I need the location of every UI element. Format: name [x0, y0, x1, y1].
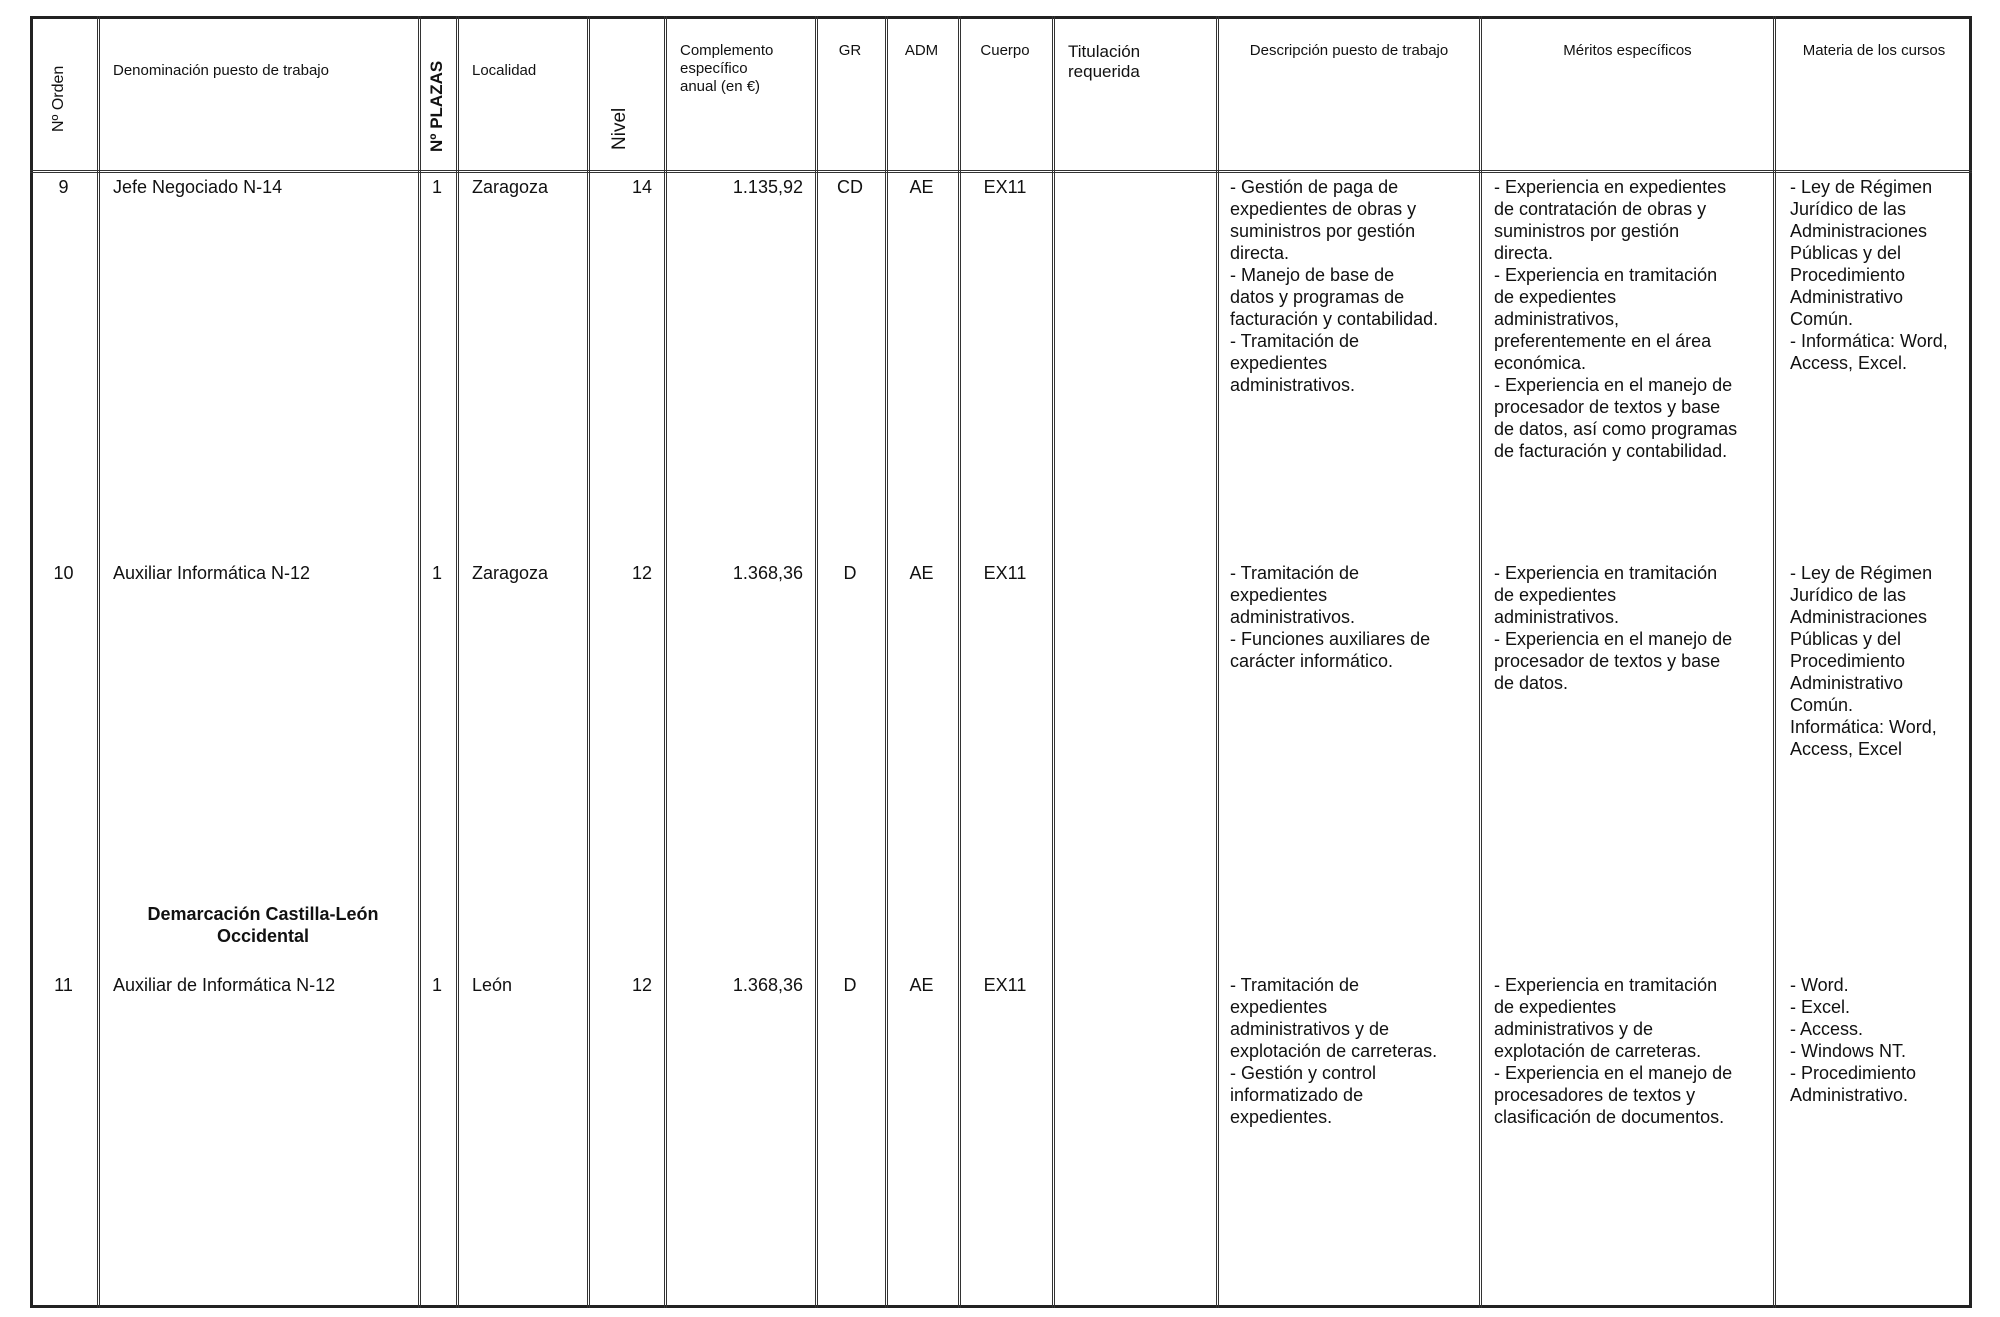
row-descripcion: - Tramitación de expedientes administrativos. - Funciones auxiliares de carácter informático. [1230, 563, 1431, 671]
row-adm: AE [909, 975, 934, 995]
column-divider [664, 16, 667, 1308]
column-divider [1773, 16, 1776, 1308]
column-divider [815, 16, 818, 1308]
column-divider [958, 16, 961, 1308]
row-localidad: León [472, 975, 513, 995]
header-meritos: Méritos específicos [1563, 42, 1692, 59]
row-cuerpo: EX11 [983, 563, 1027, 583]
row-orden: 11 [54, 975, 73, 995]
column-divider [1479, 16, 1482, 1308]
header-gr: GR [838, 42, 862, 59]
row-denominacion: Auxiliar Informática N-12 [113, 563, 311, 583]
column-divider [1216, 16, 1219, 1308]
row-localidad: Zaragoza [472, 177, 549, 197]
row-descripcion: - Tramitación de expedientes administrativos y de explotación de carreteras. - Gestión y control informatizado de expedientes. [1230, 975, 1438, 1127]
header-complemento: Complemento específico anual (en €) [680, 42, 774, 95]
row-materia: - Ley de Régimen Jurídico de las Administraciones Públicas y del Procedimiento Administrativo Común. - Informática: Word, Access, Excel. [1790, 177, 1948, 373]
column-divider [456, 16, 459, 1308]
column-divider [1052, 16, 1055, 1308]
row-nivel: 12 [631, 975, 652, 995]
row-nivel: 14 [631, 177, 652, 197]
row-denominacion: Auxiliar de Informática N-12 [113, 975, 336, 995]
row-plazas: 1 [431, 563, 442, 583]
header-denominacion: Denominación puesto de trabajo [113, 62, 329, 79]
row-orden: 10 [53, 563, 74, 583]
header-materia: Materia de los cursos [1802, 42, 1946, 59]
row-complemento: 1.368,36 [732, 563, 803, 583]
row-orden: 9 [58, 177, 69, 197]
header-divider [30, 170, 1972, 173]
header-adm: ADM [904, 42, 939, 59]
column-divider [418, 16, 421, 1308]
row-meritos: - Experiencia en tramitación de expedientes administrativos. - Experiencia en el manejo de procesador de textos y base de datos. [1494, 563, 1733, 693]
row-complemento: 1.135,92 [732, 177, 803, 197]
row-adm: AE [909, 177, 934, 197]
header-cuerpo: Cuerpo [980, 42, 1030, 59]
header-descripcion: Descripción puesto de trabajo [1249, 42, 1449, 59]
row-gr: D [843, 975, 857, 995]
row-plazas: 1 [431, 177, 442, 197]
section-title: Demarcación Castilla-León Occidental [147, 904, 379, 946]
column-divider [587, 16, 590, 1308]
header-orden: Nº Orden [50, 65, 67, 132]
row-materia: - Word. - Excel. - Access. - Windows NT. - Procedimiento Administrativo. [1790, 975, 1917, 1105]
row-gr: D [843, 563, 857, 583]
row-descripcion: - Gestión de paga de expedientes de obras y suministros por gestión directa. - Manejo de base de datos y programas de facturación y contabilidad. - Tramitación de expedientes administrativos. [1230, 177, 1439, 395]
row-plazas: 1 [431, 975, 442, 995]
row-cuerpo: EX11 [983, 975, 1027, 995]
column-divider [97, 16, 100, 1308]
header-plazas: Nº PLAZAS [427, 60, 446, 152]
row-cuerpo: EX11 [983, 177, 1027, 197]
row-gr: CD [837, 177, 863, 197]
row-materia: - Ley de Régimen Jurídico de las Administraciones Públicas y del Procedimiento Administrativo Común. Informática: Word, Access, Excel [1790, 563, 1937, 759]
row-complemento: 1.368,36 [732, 975, 803, 995]
header-nivel: Nivel [609, 107, 630, 150]
row-meritos: - Experiencia en expedientes de contratación de obras y suministros por gestión directa. - Experiencia en tramitación de expedientes administrativos, preferentemente en el área económica. - Experiencia en el manejo de procesador de textos y base de datos, así como programas de facturación y contabilidad. [1494, 177, 1738, 461]
header-localidad: Localidad [472, 62, 537, 79]
row-meritos: - Experiencia en tramitación de expedientes administrativos y de explotación de carreteras. - Experiencia en el manejo de procesadores de textos y clasificación de documentos. [1494, 975, 1733, 1127]
column-divider [885, 16, 888, 1308]
row-denominacion: Jefe Negociado N-14 [113, 177, 283, 197]
row-nivel: 12 [631, 563, 652, 583]
row-adm: AE [909, 563, 934, 583]
header-titulacion: Titulación requerida [1068, 42, 1141, 81]
row-localidad: Zaragoza [472, 563, 549, 583]
